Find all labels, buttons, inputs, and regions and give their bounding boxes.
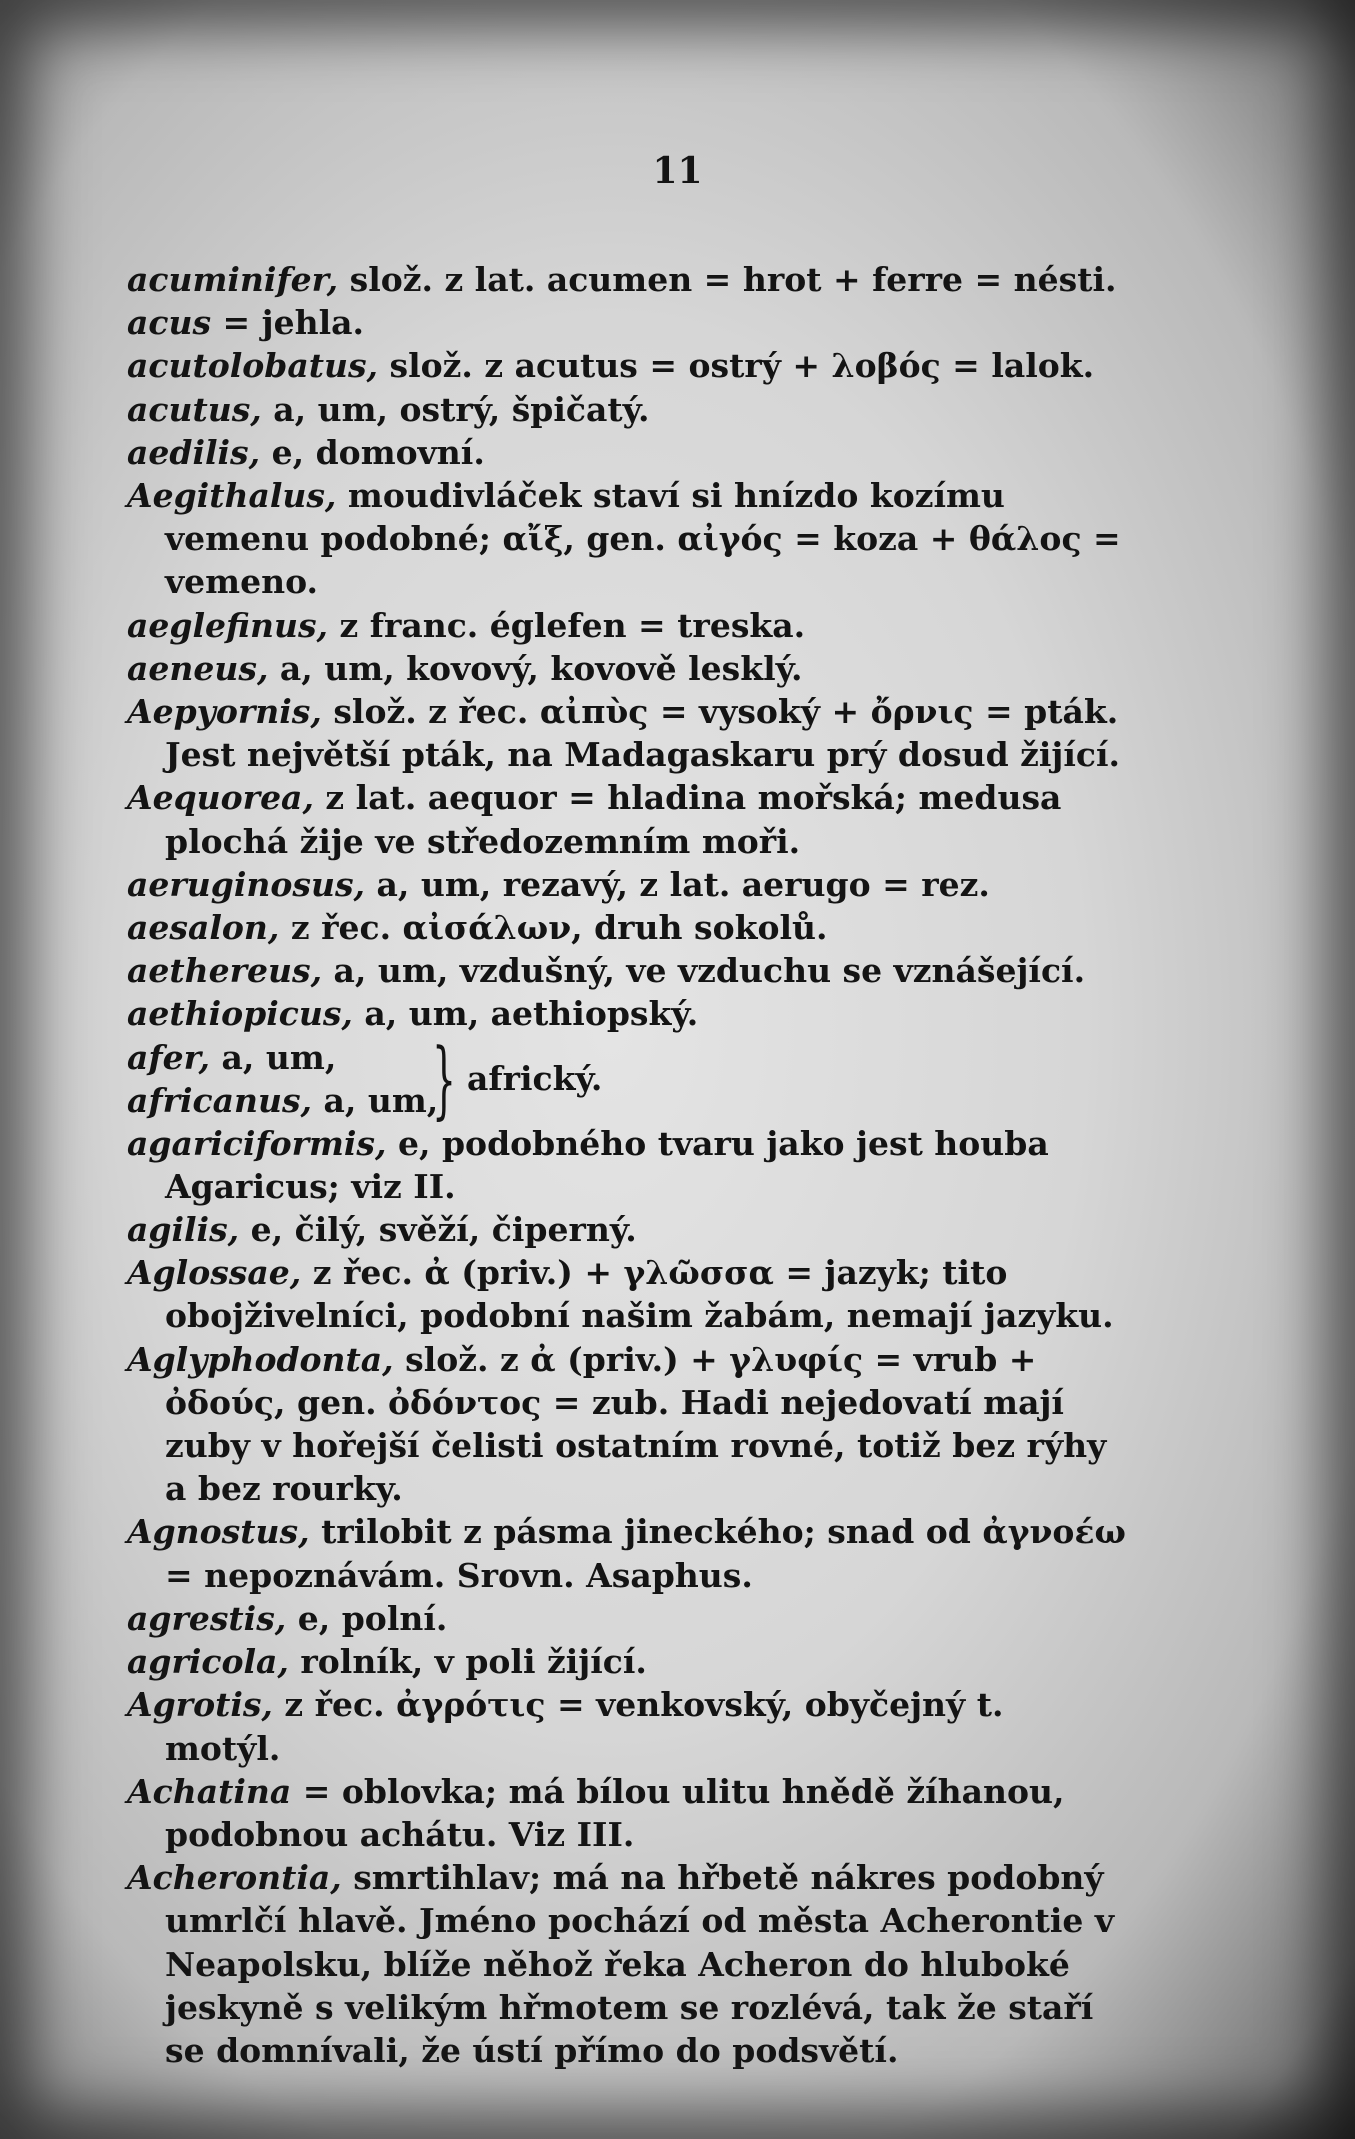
entry-definition: e, podobného tvaru jako jest houba Agaricus; viz II. (165, 1123, 1049, 1206)
brace-entry-line (127, 1079, 1127, 1122)
entry-definition: a, um, vzdušný, ve vzduchu se vznášející. (322, 951, 1086, 991)
dictionary-entry (127, 258, 1127, 301)
entry-lemma: agricola, (127, 1642, 289, 1682)
brace-definition: africký. (467, 1058, 603, 1098)
entry-definition: z řec. ἀγρότις = venkovský, obyčejný t. motýl. (165, 1685, 1004, 1768)
entry-lemma: africanus, (127, 1080, 313, 1120)
entry-definition: a, um, (312, 1080, 439, 1120)
entry-definition: z řec. ἀ (priv.) + γλῶσσα = jazyk; tito obojživelníci, podobní našim žabám, nemají jazyku. (165, 1253, 1114, 1336)
dictionary-entry (127, 647, 1127, 690)
brace-entry-line (127, 1036, 1127, 1079)
entry-lemma: Aglossae, (127, 1253, 302, 1293)
entry-definition: smrtihlav; má na hřbetě nákres podobný umrlčí hlavě. Jméno pochází od města Acherontie v Neapolsku, blíže něhož řeka Acheron do hluboké jeskyně s velikým hřmotem se rozlévá, tak že staří se domnívali, že ústí přímo do podsvětí. (165, 1858, 1115, 2070)
dictionary-entry (127, 1770, 1127, 1856)
dictionary-entry (127, 1208, 1127, 1251)
entry-definition: z lat. aequor = hladina mořská; medusa plochá žije ve středozemním moři. (165, 778, 1062, 861)
entry-lemma: aeglefinus, (127, 605, 329, 645)
entry-lemma: afer, (127, 1037, 211, 1077)
dictionary-entry (127, 1597, 1127, 1640)
entry-lemma: acuminifer, (127, 260, 339, 299)
entry-lemma: aethereus, (127, 951, 323, 991)
dictionary-entry (127, 474, 1127, 604)
entry-lemma: agilis, (127, 1210, 240, 1250)
dictionary-entry (127, 1683, 1127, 1769)
entry-definition: a, um, rezavý, z lat. aerugo = rez. (365, 864, 990, 904)
curly-brace-icon: } (432, 1029, 457, 1128)
dictionary-entry (127, 906, 1127, 949)
dictionary-entry (127, 992, 1127, 1035)
entry-definition: a, um, (210, 1037, 337, 1077)
entry-definition: a, um, kovový, kovově lesklý. (268, 648, 803, 688)
page-number: 11 (652, 150, 703, 192)
dictionary-entry (127, 344, 1127, 387)
dictionary-entry (127, 776, 1127, 862)
dictionary-entry (127, 1338, 1127, 1511)
entry-definition: = jehla. (211, 303, 365, 343)
dictionary-entries (127, 258, 1127, 2072)
entry-definition: z řec. αἰσάλων, druh sokolů. (279, 908, 828, 948)
entry-definition: moudivláček staví si hnízdo kozímu vemenu podobné; αἴξ, gen. αἰγός = koza + θάλος = vemeno. (165, 476, 1121, 602)
entry-definition: = oblovka; má bílou ulitu hnědě žíhanou, podobnou achátu. Viz III. (165, 1771, 1065, 1854)
entry-lemma: aeruginosus, (127, 864, 366, 904)
entry-lemma: Acherontia, (127, 1858, 342, 1898)
dictionary-entry (127, 863, 1127, 906)
dictionary-entry (127, 431, 1127, 474)
entry-definition: a, um, ostrý, špičatý. (261, 389, 650, 429)
dictionary-entry (127, 1122, 1127, 1208)
dictionary-entry (127, 1640, 1127, 1683)
entry-definition: trilobit z pásma jineckého; snad od ἀγνοέω = nepoznávám. Srovn. Asaphus. (165, 1512, 1126, 1595)
entry-definition: e, domovní. (260, 432, 485, 472)
entry-lemma: aesalon, (127, 908, 280, 948)
entry-lemma: Aequorea, (127, 778, 314, 818)
entry-lemma: Aepyornis, (127, 692, 322, 732)
entry-definition: slož. z lat. acumen = hrot + ferre = nésti. (338, 260, 1117, 299)
entry-lemma: Aegithalus, (127, 476, 337, 516)
dictionary-entry (127, 388, 1127, 431)
entry-lemma: aethiopicus, (127, 994, 353, 1034)
entry-lemma: agariciformis, (127, 1123, 387, 1163)
entry-lemma: Agnostus, (127, 1512, 310, 1552)
entry-lemma: acutus, (127, 389, 262, 429)
dictionary-entry (127, 1510, 1127, 1596)
entry-lemma: agrestis, (127, 1598, 287, 1638)
dictionary-entry (127, 604, 1127, 647)
entry-lemma: acutolobatus, (127, 346, 379, 386)
entry-definition: e, čilý, svěží, čiperný. (239, 1210, 637, 1250)
dictionary-entry (127, 301, 1127, 344)
entry-lemma: aedilis, (127, 432, 261, 472)
entry-definition: slož. z ἀ (priv.) + γλυφίς = vrub + ὀδούς, gen. ὀδόντος = zub. Hadi nejedovatí mají zuby v hořejší čelisti ostatním rovné, totiž bez rýhy a bez rourky. (165, 1339, 1107, 1509)
dictionary-entry (127, 1856, 1127, 2072)
entry-lemma: Achatina (127, 1771, 292, 1811)
entry-lemma: acus (127, 303, 212, 343)
entry-definition: e, polní. (286, 1598, 448, 1638)
entry-definition: z franc. églefen = treska. (328, 605, 806, 645)
entry-lemma: Agrotis, (127, 1685, 273, 1725)
entry-lemma: aeneus, (127, 648, 269, 688)
entry-definition: slož. z acutus = ostrý + λοβός = lalok. (378, 346, 1095, 386)
dictionary-entry (127, 690, 1127, 776)
brace-entry-group (127, 1029, 1127, 1128)
entry-lemma: Aglyphodonta, (127, 1339, 394, 1379)
entry-definition: slož. z řec. αἰπὺς = vysoký + ὄρνις = pták. Jest největší pták, na Madagaskaru prý dosud žijící. (165, 692, 1121, 775)
dictionary-entry (127, 1251, 1127, 1337)
entry-definition: a, um, aethiopský. (352, 994, 699, 1034)
dictionary-entry (127, 949, 1127, 992)
entry-definition: rolník, v poli žijící. (288, 1642, 647, 1682)
